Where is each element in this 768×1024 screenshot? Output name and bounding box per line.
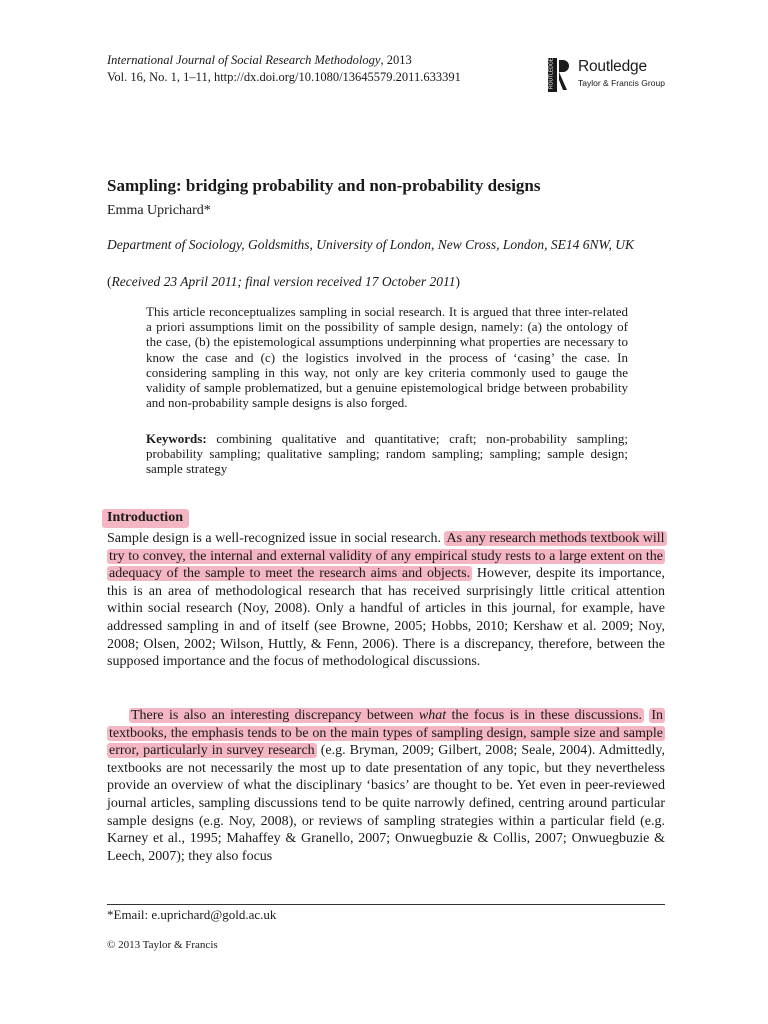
publisher-logo: [548, 58, 678, 92]
p1-highlight[interactable]: As any research methods textbook will try to convey, the internal and external validity of any empirical study rests to a large extent on the adequacy of the sample to meet the research aims and objects.: [109, 531, 665, 582]
routledge-logo-icon: [548, 58, 570, 92]
journal-name: International Journal of Social Research Methodology: [107, 53, 381, 67]
received-open-paren: (: [107, 274, 112, 289]
p1-text-b: However, despite its importance, this is an area of methodological research that has received surprisingly little critical attention within social research (Noy, 2008). Only a handful of articles in this journal, for example, have addressed sampling in and of itself (see Browne, 2005; Hobbs, 2010; Kershaw et al. 2009; Noy, 2008; Olsen, 2002; Wilson, Huttly, & Fenn, 2006). There is a discrepancy, therefore, between the supposed importance and the focus of methodological discussions.: [107, 566, 665, 670]
p2-highlight-1[interactable]: [129, 708, 644, 723]
keywords-text: combining qualitative and quantitative; craft; non-probability sampling; probability sampling; qualitative sampling; random sampling; sampling; sample design; sample strategy: [146, 431, 628, 477]
keywords-label: Keywords:: [146, 431, 207, 446]
copyright-notice: © 2013 Taylor & Francis: [107, 939, 218, 951]
keywords: [146, 431, 628, 477]
paragraph-2: [107, 707, 665, 865]
p2-text-b: (e.g. Bryman, 2009; Gilbert, 2008; Seale, 2004). Admittedly, textbooks are not necessarily the most up to date presentation of any topic, but they nevertheless provide an overview of what the disciplinary ‘basics’ are thought to be. Yet even in peer-reviewed journal articles, sampling discussions tend to be quite narrowly defined, centring around particular sample designs (e.g. Noy, 2008), or reviews of sampling strategies within a particular field (e.g. Karney et al., 1995; Mahaffey & Granello, 2007; Onwuegbuzie & Collis, 2007; Onwuegbuzie & Leech, 2007); they also focus: [107, 743, 666, 864]
p1-text-a: Sample design is a well-recognized issue in social research.: [107, 531, 445, 546]
section-heading-introduction: Introduction: [102, 509, 189, 528]
article-title: Sampling: bridging probability and non-probability designs: [107, 176, 541, 195]
p2-highlight-2[interactable]: In textbooks, the emphasis tends to be on the main types of sampling design, sample size and sample error, particularly in survey research: [109, 708, 663, 759]
footnote-email: *Email: e.uprichard@gold.ac.uk: [107, 907, 277, 922]
received-close-paren: ): [455, 274, 461, 289]
received-text: Received 23 April 2011; final version received 17 October 2011: [111, 274, 456, 289]
abstract: This article reconceptualizes sampling in social research. It is argued that three inter-related a priori assumptions limit on the possibility of sample design, namely: (a) the ontology of the case, (b) the epistemological assumptions underpinning what properties are necessary to know the case and (c) the logistics involved in the process of ‘casing’ the case. In considering sampling in this way, not only are key criteria commonly used to gauge the validity of sample problematized, but a genuine epistemological bridge between probability and non-probability sample designs is also forged.: [146, 304, 628, 411]
vertical-mark-text: ROUTLEDGE: [548, 58, 555, 89]
publisher-name: Routledge: [578, 58, 647, 75]
author-name: Emma Uprichard*: [107, 203, 211, 218]
running-header: [107, 52, 461, 86]
journal-year: , 2013: [380, 53, 412, 67]
citation-doi: Vol. 16, No. 1, 1–11, http://dx.doi.org/10.1080/13645579.2011.633391: [107, 70, 461, 84]
p2-hl-text-1: There is also an interesting discrepancy between: [131, 708, 419, 723]
publisher-subtitle: Taylor & Francis Group: [578, 78, 665, 88]
p2-hl-text-2: the focus is in these discussions.: [446, 708, 642, 723]
paragraph-1: [107, 530, 665, 671]
received-dates: [107, 274, 460, 290]
affiliation: Department of Sociology, Goldsmiths, University of London, New Cross, London, SE14 6NW, UK: [107, 237, 635, 252]
p2-hl-italic: what: [418, 708, 447, 723]
footnote-rule: [107, 904, 665, 905]
